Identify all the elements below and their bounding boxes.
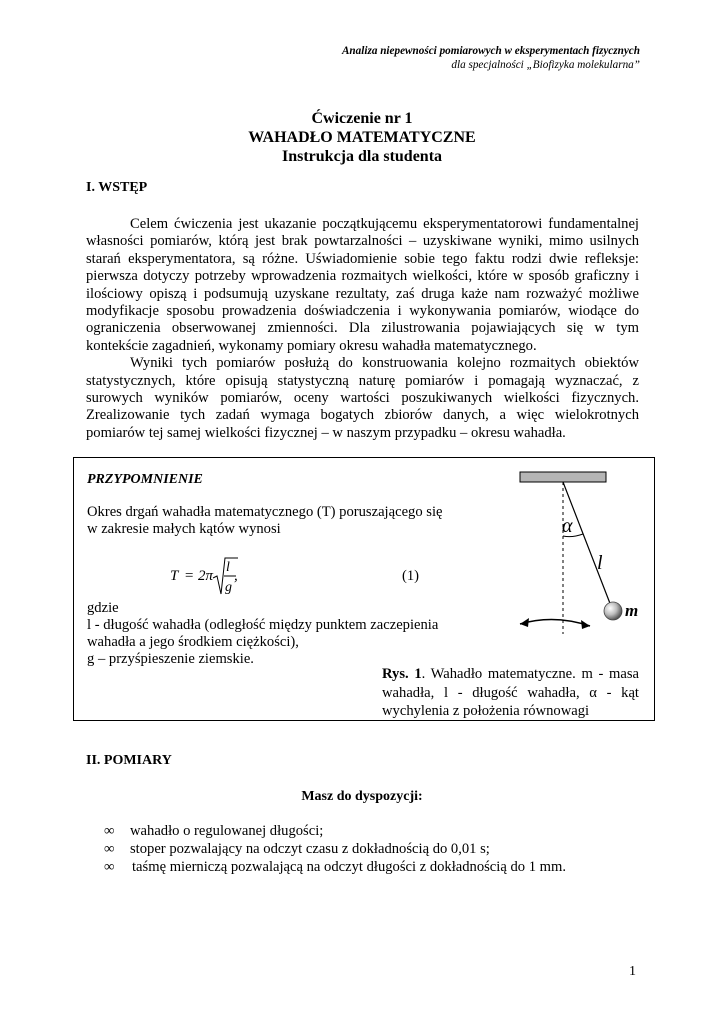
formula-denominator: g — [225, 580, 232, 595]
exercise-number: Ćwiczenie nr 1 — [311, 110, 413, 127]
formula-eq: = — [184, 568, 195, 584]
equipment-item — [104, 840, 490, 858]
formula-comma: , — [234, 568, 238, 584]
exercise-title: WAHADŁO MATEMATYCZNE — [248, 129, 476, 146]
equation-number: (1) — [402, 568, 420, 584]
length-label: l — [597, 552, 603, 574]
formula-numerator: l — [226, 560, 230, 575]
formula-svg — [170, 556, 260, 602]
pendulum-string — [563, 482, 611, 606]
exercise-subtitle: Instrukcja dla studenta — [281, 148, 443, 165]
reminder-intro-line-1: Okres drgań wahadła matematycznego (T) poruszającego się — [87, 504, 443, 520]
pendulum-figure — [494, 464, 654, 644]
equipment-item — [104, 858, 567, 876]
pendulum-bob — [604, 602, 622, 620]
equipment-item-text: stoper pozwalający na odczyt czasu z dokładnością do 0,01 s; — [130, 841, 490, 857]
where-text: gdzie — [87, 600, 119, 616]
bullet-symbol: ∞ — [104, 859, 115, 875]
equipment-heading: Masz do dyspozycji: — [301, 789, 423, 804]
caption-label: Rys. 1 — [382, 666, 422, 682]
formula-coef: 2π — [198, 568, 214, 584]
bullet-symbol: ∞ — [104, 841, 115, 857]
definition-g: g – przyśpieszenie ziemskie. — [87, 651, 254, 667]
intro-text — [86, 216, 639, 442]
swing-arc — [520, 619, 590, 626]
definition-l-line-2: wahadła a jego środkiem ciężkości), — [87, 634, 299, 650]
definition-l-line-1: l - długość wahadła (odległość między punktem zaczepienia — [87, 617, 439, 633]
alpha-label: α — [562, 515, 573, 537]
page-number: 1 — [629, 964, 636, 979]
caption-text: . Wahadło matematyczne. m - masa wahadła, l - długość wahadła, α - kąt wychylenia z położenia równowagi — [382, 666, 639, 720]
header-specialty: dla specjalności „Biofizyka molekularna” — [451, 59, 640, 71]
section-heading-intro: I. WSTĘP — [86, 180, 148, 195]
section-heading-measurements: II. POMIARY — [86, 753, 172, 768]
intro-paragraph-1: Celem ćwiczenia jest ukazanie początkującemu eksperymentatorowi fundamentalnej własności pomiarów, którą jest brak powtarzalności – uzyskiwane wyniki, mimo usilnych starań eksperymentatora, są różne. Uświadomienie sobie tego faktu rodzi dwie refleksje: pierwsza dotyczy potrzeby wprowadzenia rozmaitych wielkości, które w sposób graficzny i ilościowy opiszą i podsumują uzyskane rezultaty, zaś druga każe nam rozważyć możliwe modyfikacje sposobu prowadzenia doświadczenia i wykonywania pomiarów, wiodące do ograniczenia obserwowanej zmienności. Dla zilustrowania pojawiających się w tym kontekście zagadnień, wykonamy pomiary okresu wahadła matematycznego. — [86, 216, 639, 354]
formula-lhs: T — [170, 568, 179, 584]
swing-arrow-right — [581, 620, 590, 629]
equipment-item-text: wahadło o regulowanej długości; — [130, 823, 324, 839]
reminder-title: PRZYPOMNIENIE — [87, 472, 203, 487]
equipment-item — [104, 822, 324, 840]
figure-caption — [382, 665, 639, 721]
mass-label: m — [625, 601, 639, 620]
reminder-intro-line-2: w zakresie małych kątów wynosi — [87, 521, 281, 537]
equipment-item-text: taśmę mierniczą pozwalającą na odczyt długości z dokładnością do 1 mm. — [132, 859, 567, 875]
header-course-title: Analiza niepewności pomiarowych w eksperymentach fizycznych — [341, 45, 640, 57]
intro-paragraph-2: Wyniki tych pomiarów posłużą do konstruowania kolejno rozmaitych obiektów statystycznych, które opisują statystyczną naturę pomiarów i pomagają wyznaczać, z surowych wyników pomiarów, oceny wartości poszukiwanych wielkości fizycznych. Zrealizowanie tych zadań wymaga bogatych zbiorów danych, a więc wielokrotnych pomiarów tej samej wielkości fizycznej – w naszym przypadku – okresu wahadła. — [86, 355, 639, 441]
suspension-bar — [520, 472, 606, 482]
bullet-symbol: ∞ — [104, 823, 115, 839]
swing-arrow-left — [520, 618, 529, 627]
